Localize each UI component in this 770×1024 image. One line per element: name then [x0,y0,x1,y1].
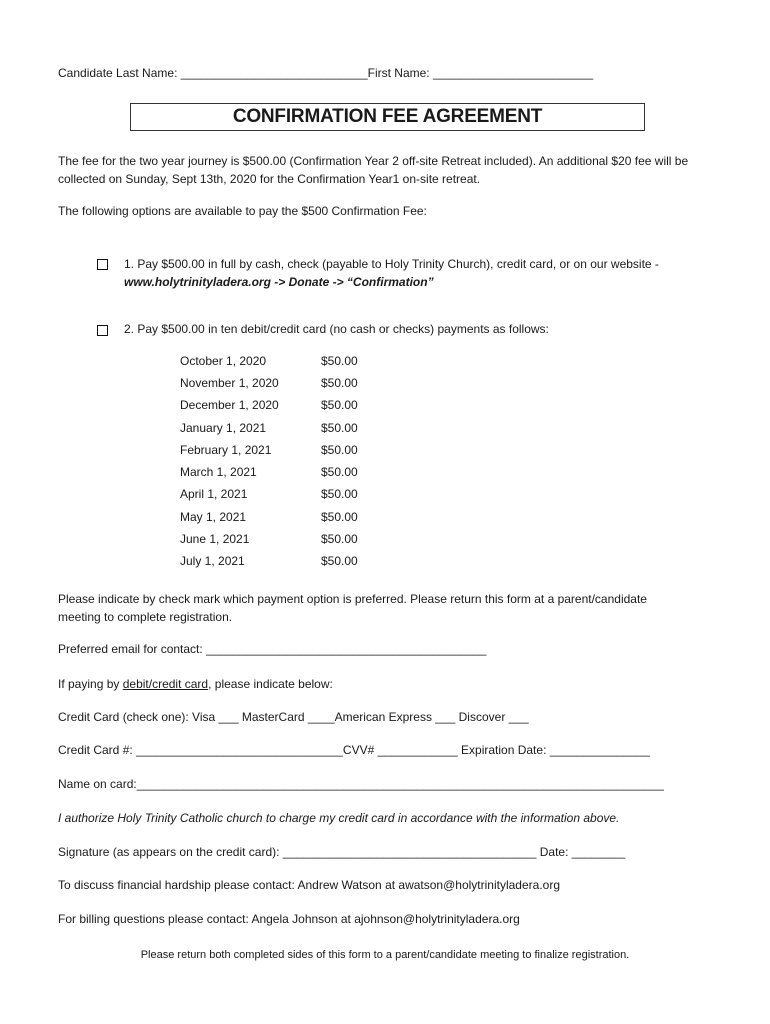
document-title: CONFIRMATION FEE AGREEMENT [130,103,645,131]
schedule-date: May 1, 2021 [180,510,247,524]
first-name-field[interactable]: ________________________ [432,66,594,80]
schedule-amount: $50.00 [321,510,358,524]
schedule-date: June 1, 2021 [180,532,250,546]
schedule-amount: $50.00 [321,398,358,412]
schedule-amount: $50.00 [321,354,358,368]
option-1 [124,255,724,291]
instructions: Please indicate by check mark which payment option is preferred. Please return this form at a parent/candidate meeting to complete registration. [58,592,647,624]
card-type-line[interactable]: Credit Card (check one): Visa ___ MasterCard ____American Express ___ Discover ___ [58,710,529,724]
schedule-amount: $50.00 [321,421,358,435]
email-line [58,642,486,656]
option-2-checkbox[interactable] [97,325,108,336]
option-2-text: 2. Pay $500.00 in ten debit/credit card (no cash or checks) payments as follows: [124,322,549,336]
email-field[interactable]: __________________________________________ [206,642,487,656]
option-1-text: 1. Pay $500.00 in full by cash, check (payable to Holy Trinity Church), credit card, or on our website - [124,257,659,271]
schedule-date: February 1, 2021 [180,443,272,457]
schedule-amount: $50.00 [321,465,358,479]
website-link[interactable]: www.holytrinityladera.org -> Donate -> “Confirmation” [124,275,434,289]
signature-line[interactable]: Signature (as appears on the credit card): ______________________________________ Date: ________ [58,845,626,859]
card-intro-underlined: debit/credit card [122,677,209,691]
email-label: Preferred email for contact: [58,642,203,656]
schedule-amount: $50.00 [321,376,358,390]
schedule-amount: $50.00 [321,532,358,546]
billing-contact: For billing questions please contact: Angela Johnson at ajohnson@holytrinityladera.org [58,912,520,926]
last-name-label: Candidate Last Name: [58,66,178,80]
schedule-date: October 1, 2020 [180,354,267,368]
card-intro [58,677,333,691]
schedule-date: April 1, 2021 [180,487,248,501]
schedule-amount: $50.00 [321,487,358,501]
schedule-date: March 1, 2021 [180,465,257,479]
schedule-date: November 1, 2020 [180,376,279,390]
card-intro-suffix: , please indicate below: [208,677,333,691]
schedule-date: July 1, 2021 [180,554,245,568]
card-number-line[interactable]: Credit Card #: _______________________________CVV# ____________ Expiration Date: _______________ [58,743,650,757]
authorization-statement: I authorize Holy Trinity Catholic church to charge my credit card in accordance with the information above. [58,811,620,825]
fee-description: The fee for the two year journey is $500.00 (Confirmation Year 2 off-site Retreat included). An additional $20 fee will be collected on Sunday, Sept 13th, 2020 for the Confirmation Year1 on-site retreat. [58,154,689,186]
schedule-amount: $50.00 [321,443,358,457]
footer-note: Please return both completed sides of this form to a parent/candidate meeting to finalize registration. [140,949,630,961]
schedule-date: January 1, 2021 [180,421,267,435]
last-name-field[interactable]: ____________________________ [180,66,368,80]
candidate-name-line [58,66,593,80]
option-1-checkbox[interactable] [97,259,108,270]
card-intro-prefix: If paying by [58,677,123,691]
hardship-contact: To discuss financial hardship please contact: Andrew Watson at awatson@holytrinityladera.org [58,878,561,892]
first-name-label: First Name: [367,66,430,80]
schedule-amount: $50.00 [321,554,358,568]
schedule-date: December 1, 2020 [180,398,279,412]
card-name-line[interactable]: Name on card:_______________________________________________________________________________ [58,777,664,791]
options-intro: The following options are available to pay the $500 Confirmation Fee: [58,204,427,218]
